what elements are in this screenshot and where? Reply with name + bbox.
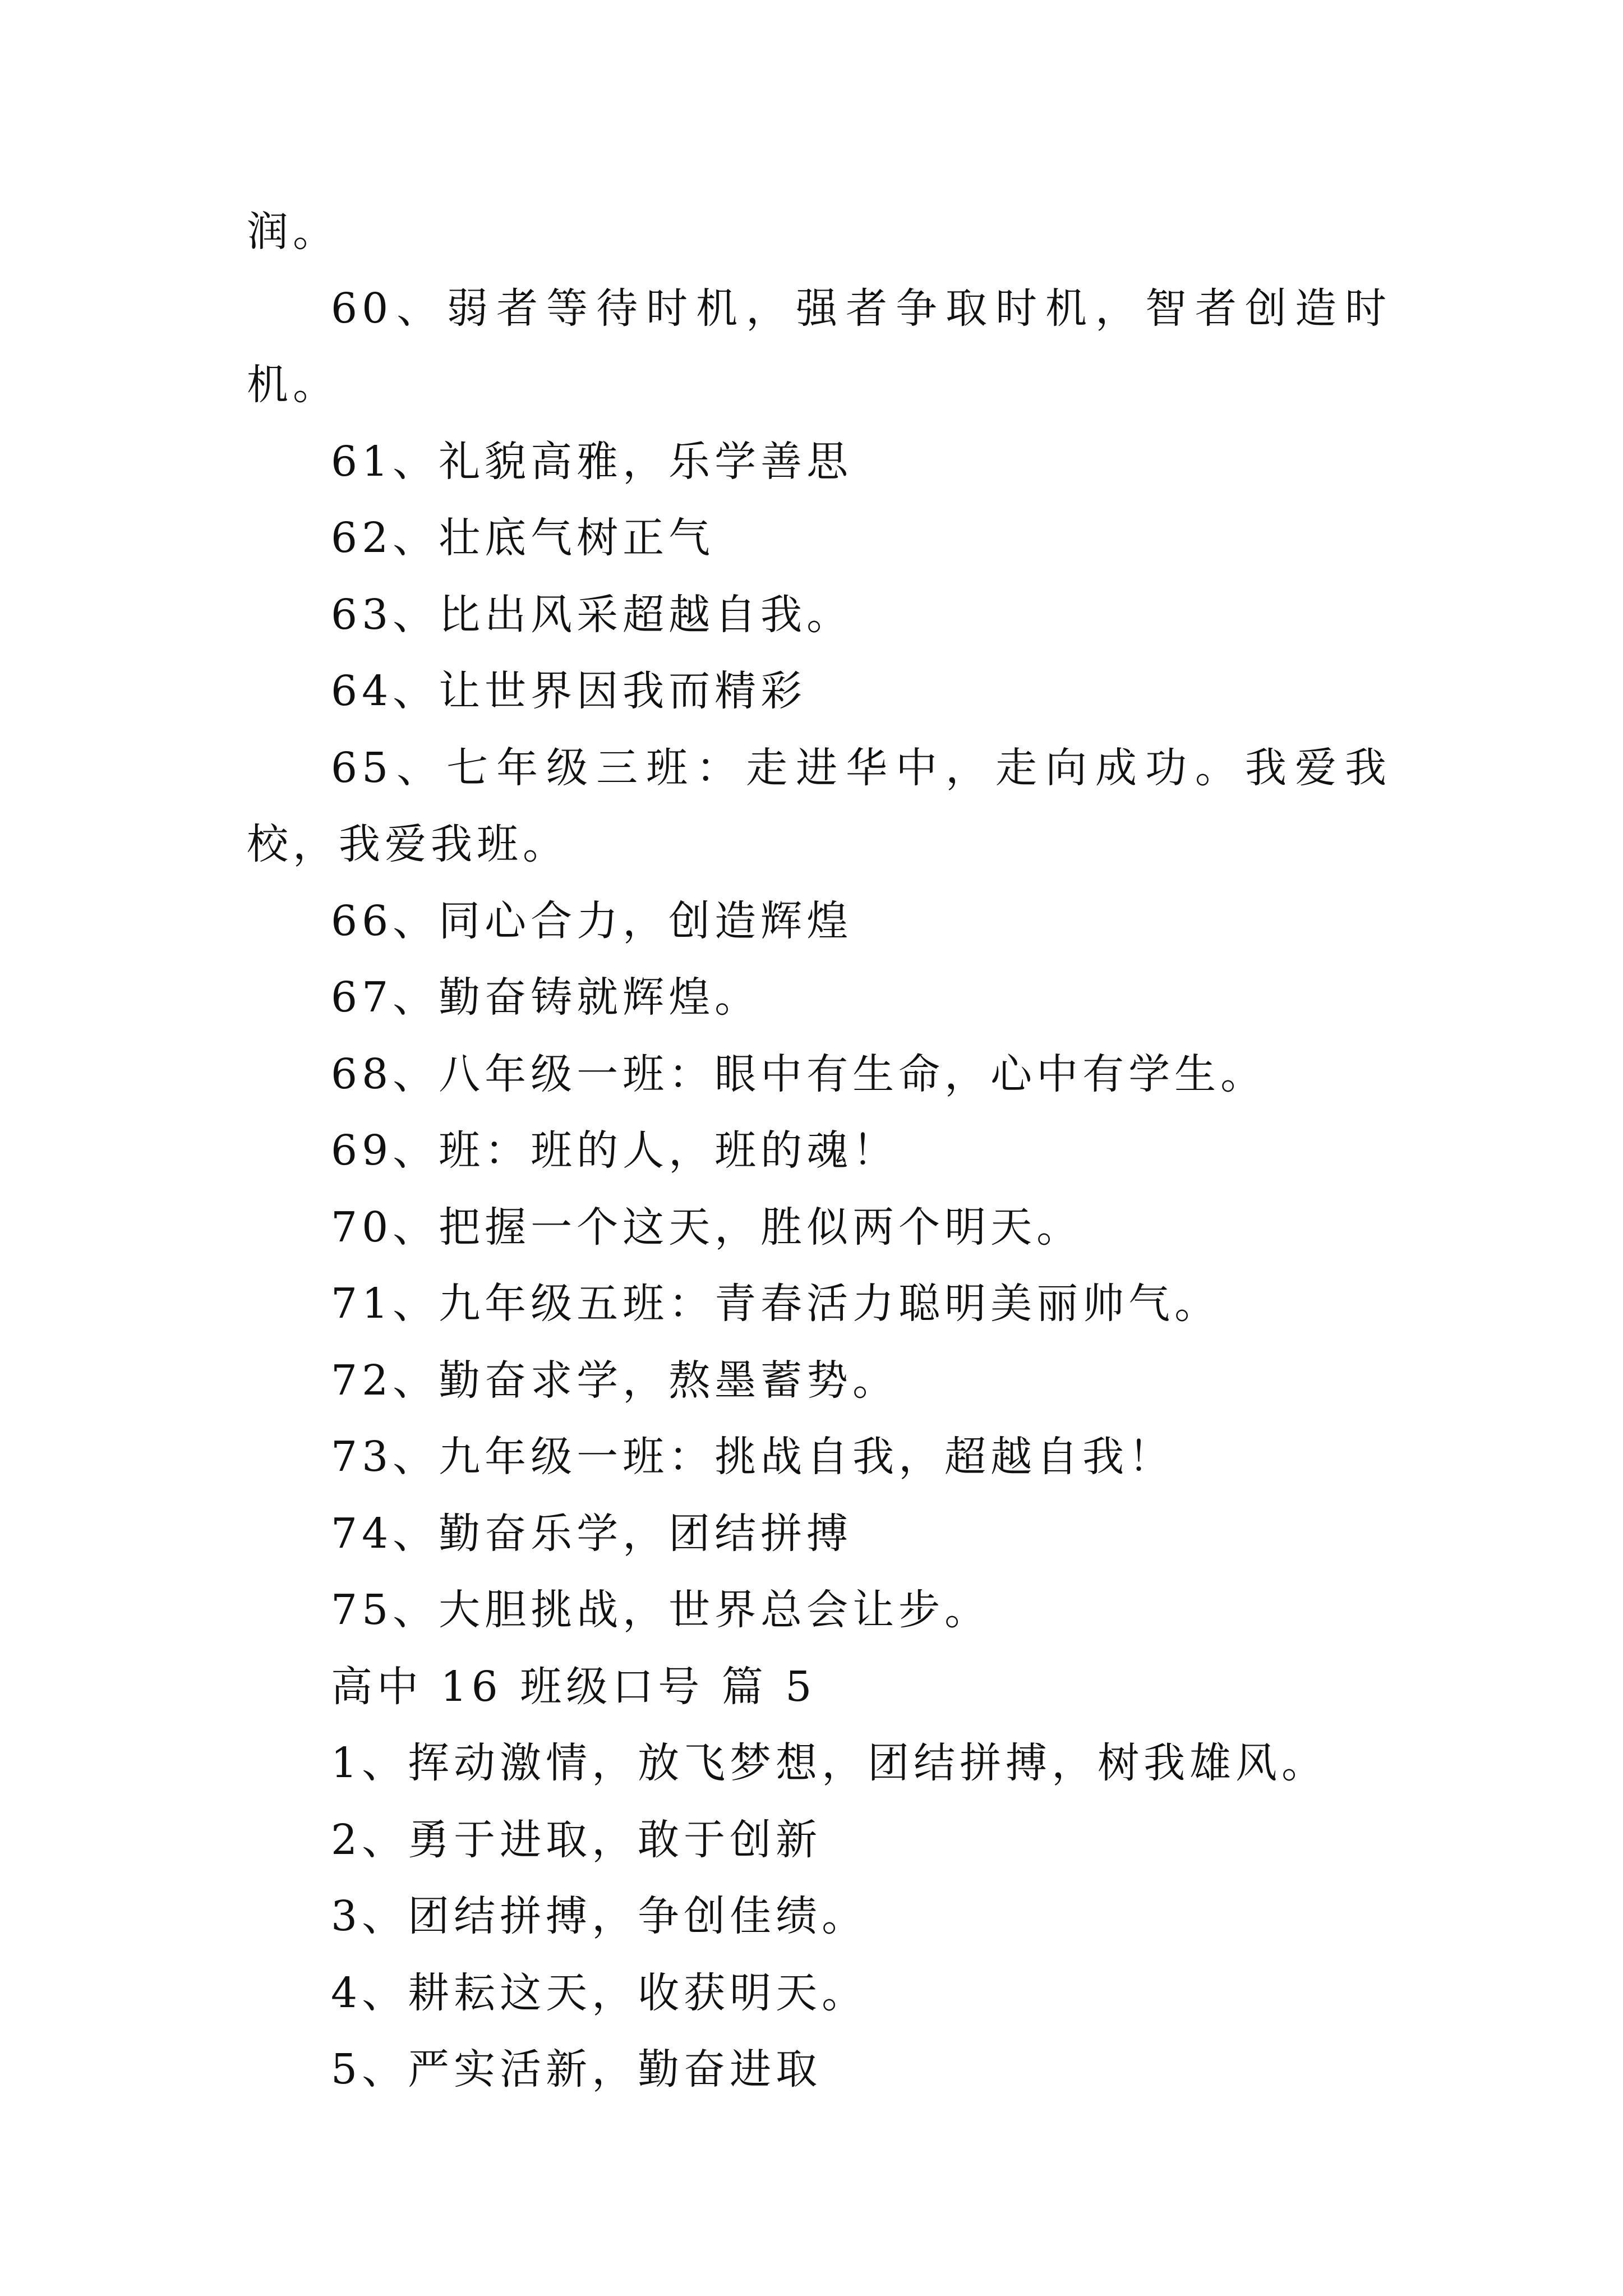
slogan-66: 66、同心合力，创造辉煌: [331, 896, 853, 945]
slogan-70: 70、把握一个这天，胜似两个明天。: [331, 1203, 1083, 1251]
slogan-4: 4、耕耘这天，收获明天。: [331, 1968, 868, 2017]
slogan-3: 3、团结拼搏，争创佳绩。: [331, 1892, 868, 1940]
slogan-69: 69、班：班的人，班的魂！: [331, 1126, 899, 1175]
slogan-74: 74、勤奋乐学，团结拼搏: [331, 1509, 853, 1558]
slogan-65: 65、七年级三班：走进华中，走向成功。我爱我校，我爱我班。: [247, 743, 1391, 868]
slogan-2: 2、勇于进取，敢于创新: [331, 1815, 822, 1864]
document-body: [247, 194, 1391, 2108]
slogan-71: 71、九年级五班：青春活力聪明美丽帅气。: [331, 1280, 1221, 1328]
section-heading: 高中 16 班级口号 篇 5: [331, 1662, 817, 1711]
slogan-68: 68、八年级一班：眼中有生命，心中有学生。: [331, 1050, 1267, 1098]
slogan-5: 5、严实活新，勤奋进取: [331, 2045, 822, 2093]
slogan-72: 72、勤奋求学，熬墨蓄势。: [331, 1356, 899, 1405]
slogan-61: 61、礼貌高雅，乐学善思: [331, 437, 853, 486]
slogan-73: 73、九年级一班：挑战自我，超越自我！: [331, 1433, 1175, 1481]
slogan-67: 67、勤奋铸就辉煌。: [331, 973, 761, 1022]
slogan-64: 64、让世界因我而精彩: [331, 667, 807, 715]
slogan-62: 62、壮底气树正气: [331, 514, 715, 562]
slogan-63: 63、比出风采超越自我。: [331, 590, 853, 639]
slogan-60: 60、弱者等待时机，强者争取时机，智者创造时机。: [247, 284, 1391, 409]
slogan-75: 75、大胆挑战，世界总会让步。: [331, 1586, 991, 1634]
paragraph-continuation: 润。: [247, 208, 339, 256]
slogan-1: 1、挥动激情，放飞梦想，团结拼搏，树我雄风。: [331, 1739, 1328, 1787]
